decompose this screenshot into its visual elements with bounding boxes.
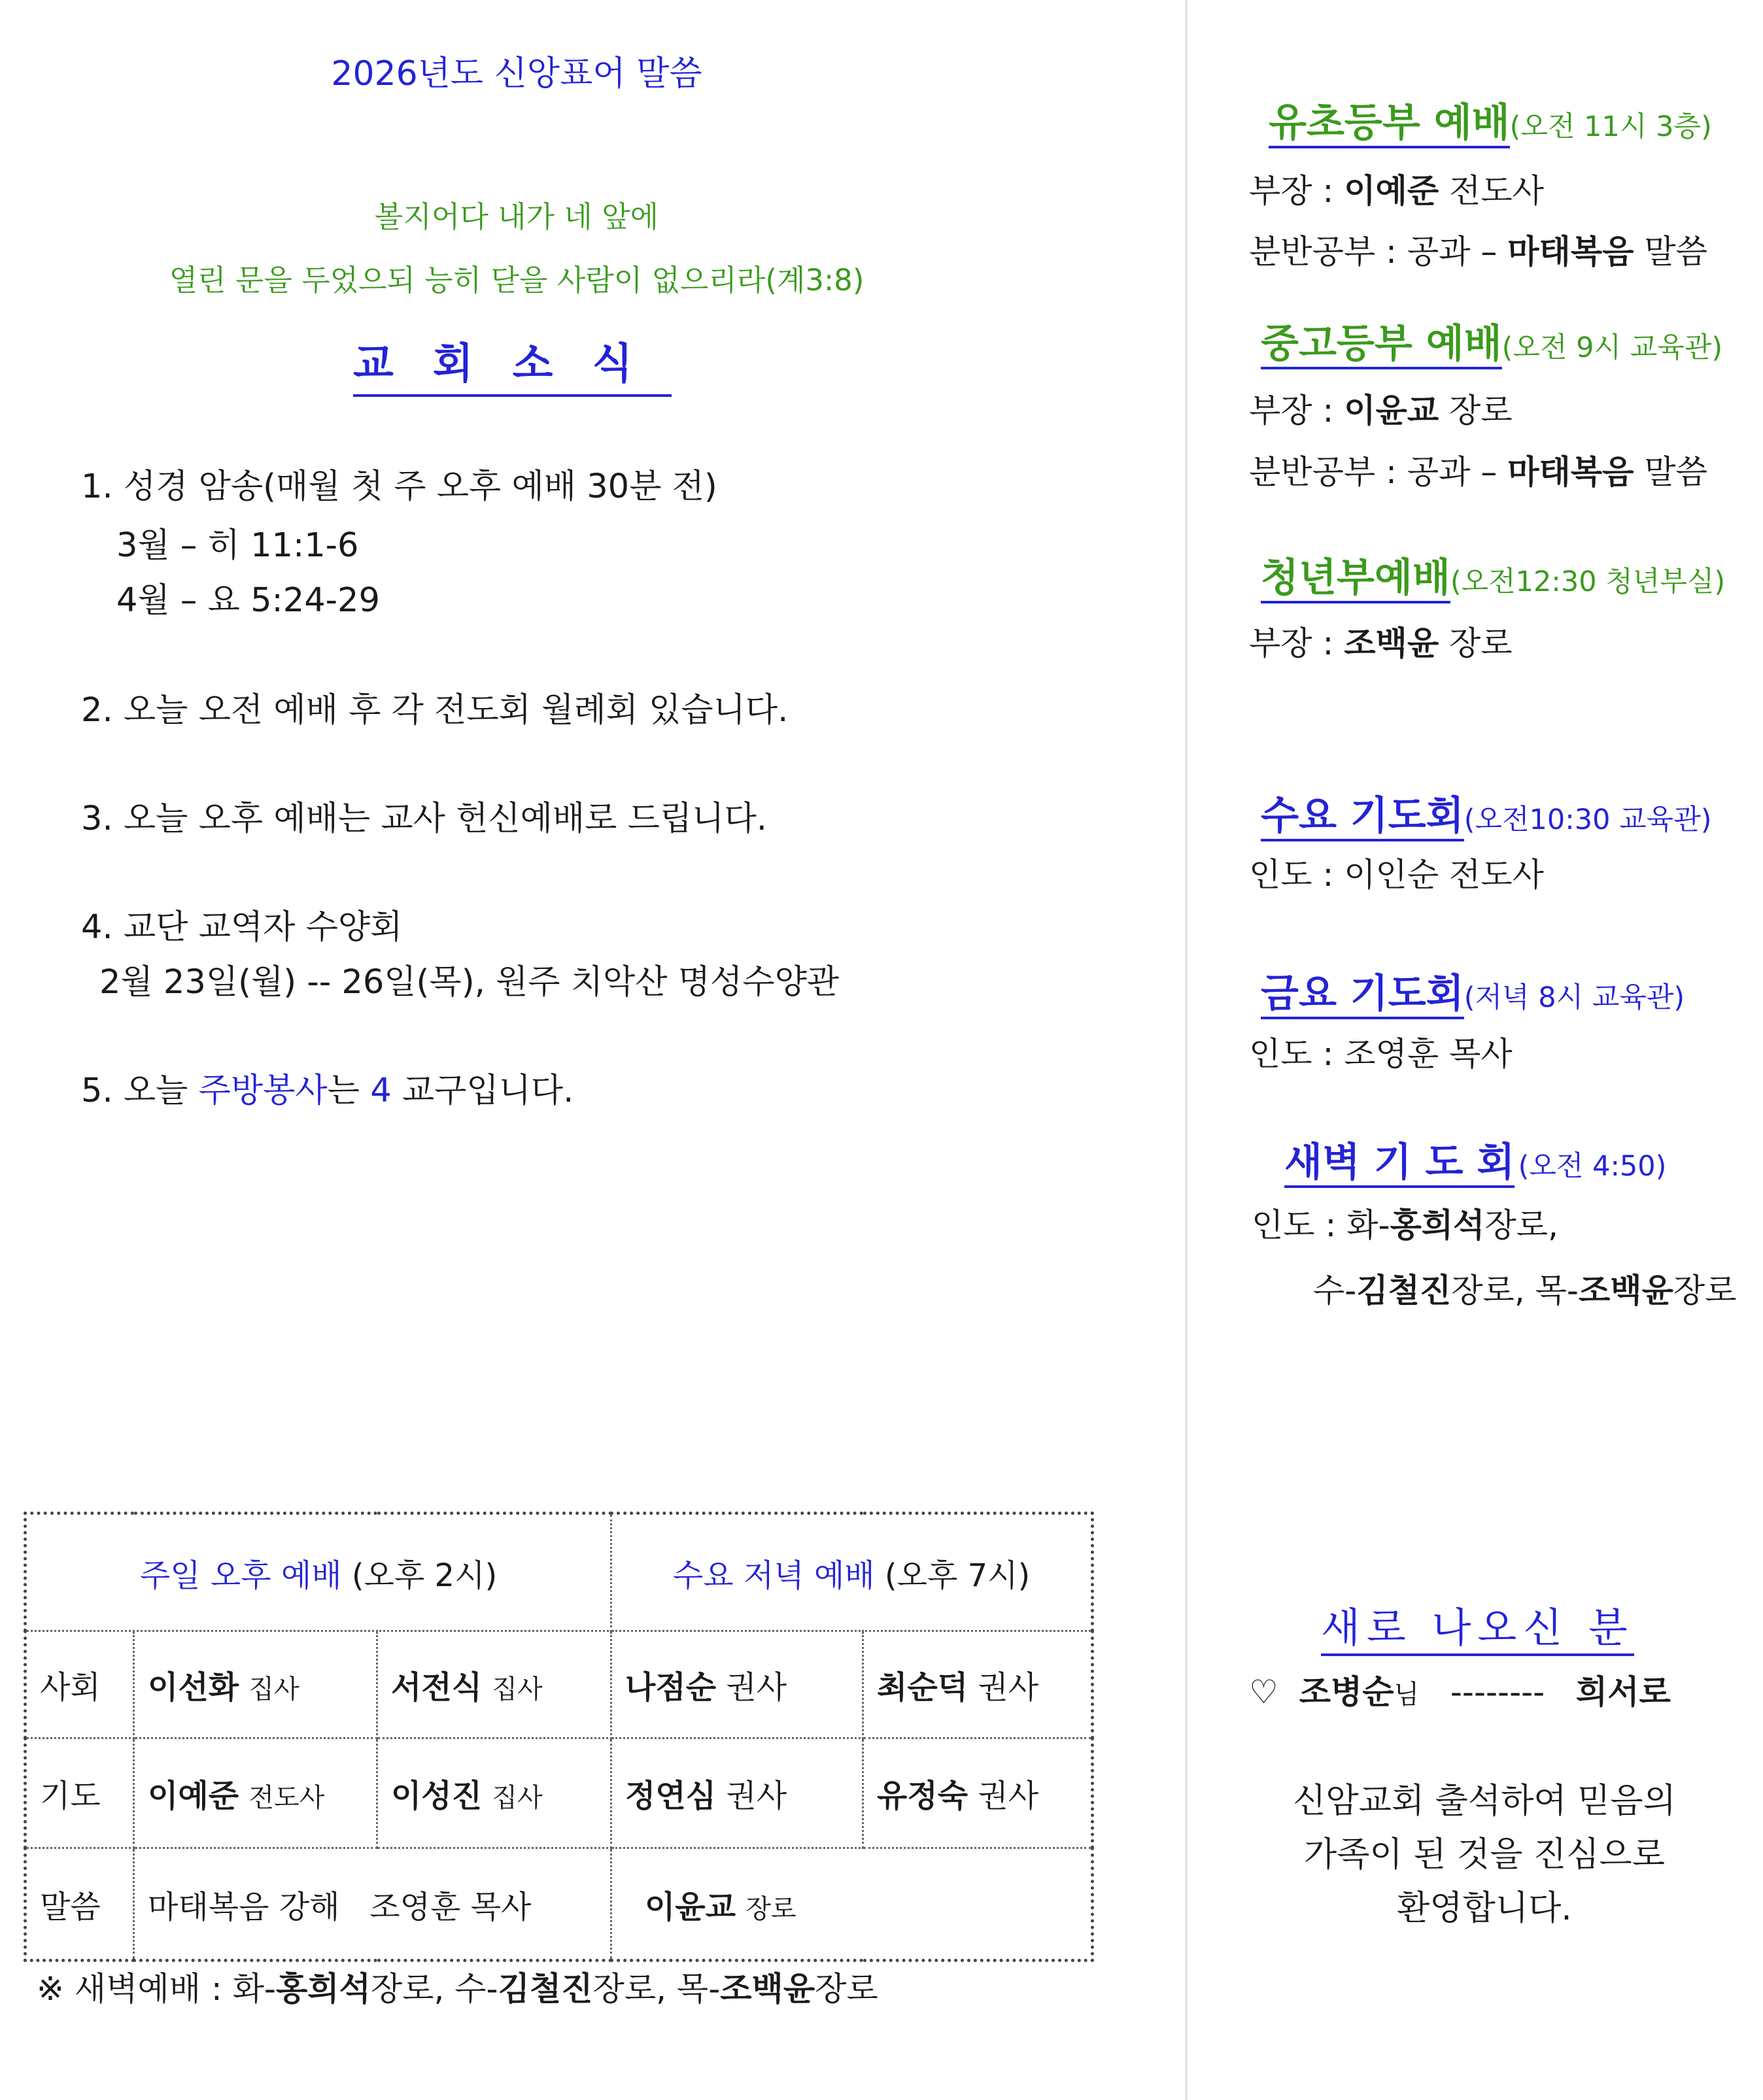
- table-cell: 정연심 권사: [611, 1738, 863, 1848]
- dawn-prayer-leader-line2: 수-김철진장로, 목-조백윤장로: [1313, 1272, 1737, 1310]
- middle-high-service-heading: 중고등부 예배(오전 9시 교육관): [1261, 313, 1722, 369]
- wednesday-prayer-leader: 인도 : 이인순 전도사: [1249, 856, 1544, 894]
- news-item-3: 3. 오늘 오후 예배는 교사 헌신예배로 드립니다.: [81, 800, 767, 838]
- wednesday-service-time: (오후 7시): [884, 1557, 1031, 1594]
- motto-verse-line1: 볼지어다 내가 네 앞에: [374, 199, 659, 234]
- welcome-line2: 가족이 된 것을 진심으로: [1304, 1835, 1665, 1874]
- youth-head: 부장 : 이예준 전도사: [1249, 172, 1544, 210]
- newcomer-title: 새로 나오신 분: [1321, 1595, 1634, 1656]
- dawn-prayer-leader-line1: 인도 : 화-홍희석장로,: [1252, 1206, 1558, 1244]
- table-cell: 최순덕 권사: [863, 1631, 1093, 1738]
- wednesday-service-title: 수요 저녁 예배: [672, 1557, 875, 1594]
- young-adult-service-heading: 청년부예배(오전12:30 청년부실): [1261, 547, 1725, 603]
- dawn-prayer-heading: 새벽 기 도 회 (오전 4:50): [1284, 1131, 1666, 1187]
- news-item-5-number: 4: [370, 1072, 392, 1110]
- news-item-5-highlight: 주방봉사: [198, 1072, 328, 1110]
- news-item-5-pre: 5. 오늘: [81, 1072, 199, 1110]
- table-cell: 서전식 집사: [377, 1631, 611, 1738]
- news-item-1-sub1: 3월 – 히 11:1-6: [116, 526, 359, 565]
- young-adult-head: 부장 : 조백윤 장로: [1249, 624, 1513, 662]
- wednesday-service-header: [611, 1514, 1093, 1631]
- news-title: 교회소식: [353, 330, 672, 397]
- sunday-service-header: [26, 1514, 611, 1631]
- welcome-line1: 신암교회 출석하여 믿음의: [1293, 1782, 1676, 1821]
- worship-schedule-table: [24, 1512, 1094, 1962]
- welcome-line3: 환영합니다.: [1397, 1889, 1572, 1928]
- row-label: 기도: [26, 1738, 134, 1848]
- table-row: [26, 1631, 1093, 1738]
- friday-prayer-heading: 금요 기도회(저녁 8시 교육관): [1261, 962, 1685, 1019]
- news-item-1-sub2: 4월 – 요 5:24-29: [116, 581, 380, 620]
- news-item-4: 4. 교단 교역자 수양회: [81, 908, 403, 947]
- news-item-1: 1. 성경 암송(매월 첫 주 오후 예배 30분 전): [81, 467, 717, 506]
- column-divider: [1185, 0, 1188, 2100]
- table-header-row: [26, 1514, 1093, 1631]
- sunday-service-time: (오후 2시): [351, 1557, 498, 1594]
- table-cell: 이선화 집사: [134, 1631, 377, 1738]
- table-cell: 이성진 집사: [377, 1738, 611, 1848]
- dawn-service-footnote: ※ 새벽예배 : 화-홍희석장로, 수-김철진장로, 목-조백윤장로: [37, 1970, 878, 2008]
- motto-title: 2026년도 신앙표어 말씀: [331, 54, 702, 93]
- friday-prayer-leader: 인도 : 조영훈 목사: [1249, 1035, 1513, 1073]
- row-label: 말씀: [26, 1848, 134, 1961]
- motto-verse-line2: 열린 문을 두었으되 능히 닫을 사람이 없으리라(계3:8): [169, 263, 864, 297]
- news-item-2: 2. 오늘 오전 예배 후 각 전도회 월례회 있습니다.: [81, 691, 789, 730]
- news-item-4-sub: 2월 23일(월) -- 26일(목), 원주 치악산 명성수양관: [99, 963, 840, 1002]
- wed-sermon-cell: 이윤교 장로: [611, 1848, 1093, 1961]
- heart-icon: ♡: [1249, 1673, 1278, 1711]
- middle-high-study: 분반공부 : 공과 – 마태복음 말씀: [1249, 453, 1707, 491]
- newcomer-entry: ♡ 조병순님 -------- 희서로: [1249, 1673, 1671, 1711]
- sunday-service-title: 주일 오후 예배: [139, 1557, 342, 1594]
- table-row: [26, 1848, 1093, 1961]
- news-item-5: [81, 1063, 573, 1111]
- table-row: [26, 1738, 1093, 1848]
- row-label: 사회: [26, 1631, 134, 1738]
- news-item-5-post: 교구입니다.: [391, 1072, 574, 1110]
- table-cell: 나점순 권사: [611, 1631, 863, 1738]
- sermon-cell: 마태복음 강해 조영훈 목사: [134, 1848, 611, 1961]
- news-item-5-mid: 는: [327, 1072, 371, 1110]
- middle-high-head: 부장 : 이윤교 장로: [1249, 392, 1513, 430]
- table-cell: 유정숙 권사: [863, 1738, 1093, 1848]
- youth-study: 분반공부 : 공과 – 마태복음 말씀: [1249, 233, 1707, 271]
- youth-service-heading: 유초등부 예배(오전 11시 3층): [1269, 92, 1712, 148]
- wednesday-prayer-heading: 수요 기도회(오전10:30 교육관): [1261, 785, 1712, 841]
- table-cell: 이예준 전도사: [134, 1738, 377, 1848]
